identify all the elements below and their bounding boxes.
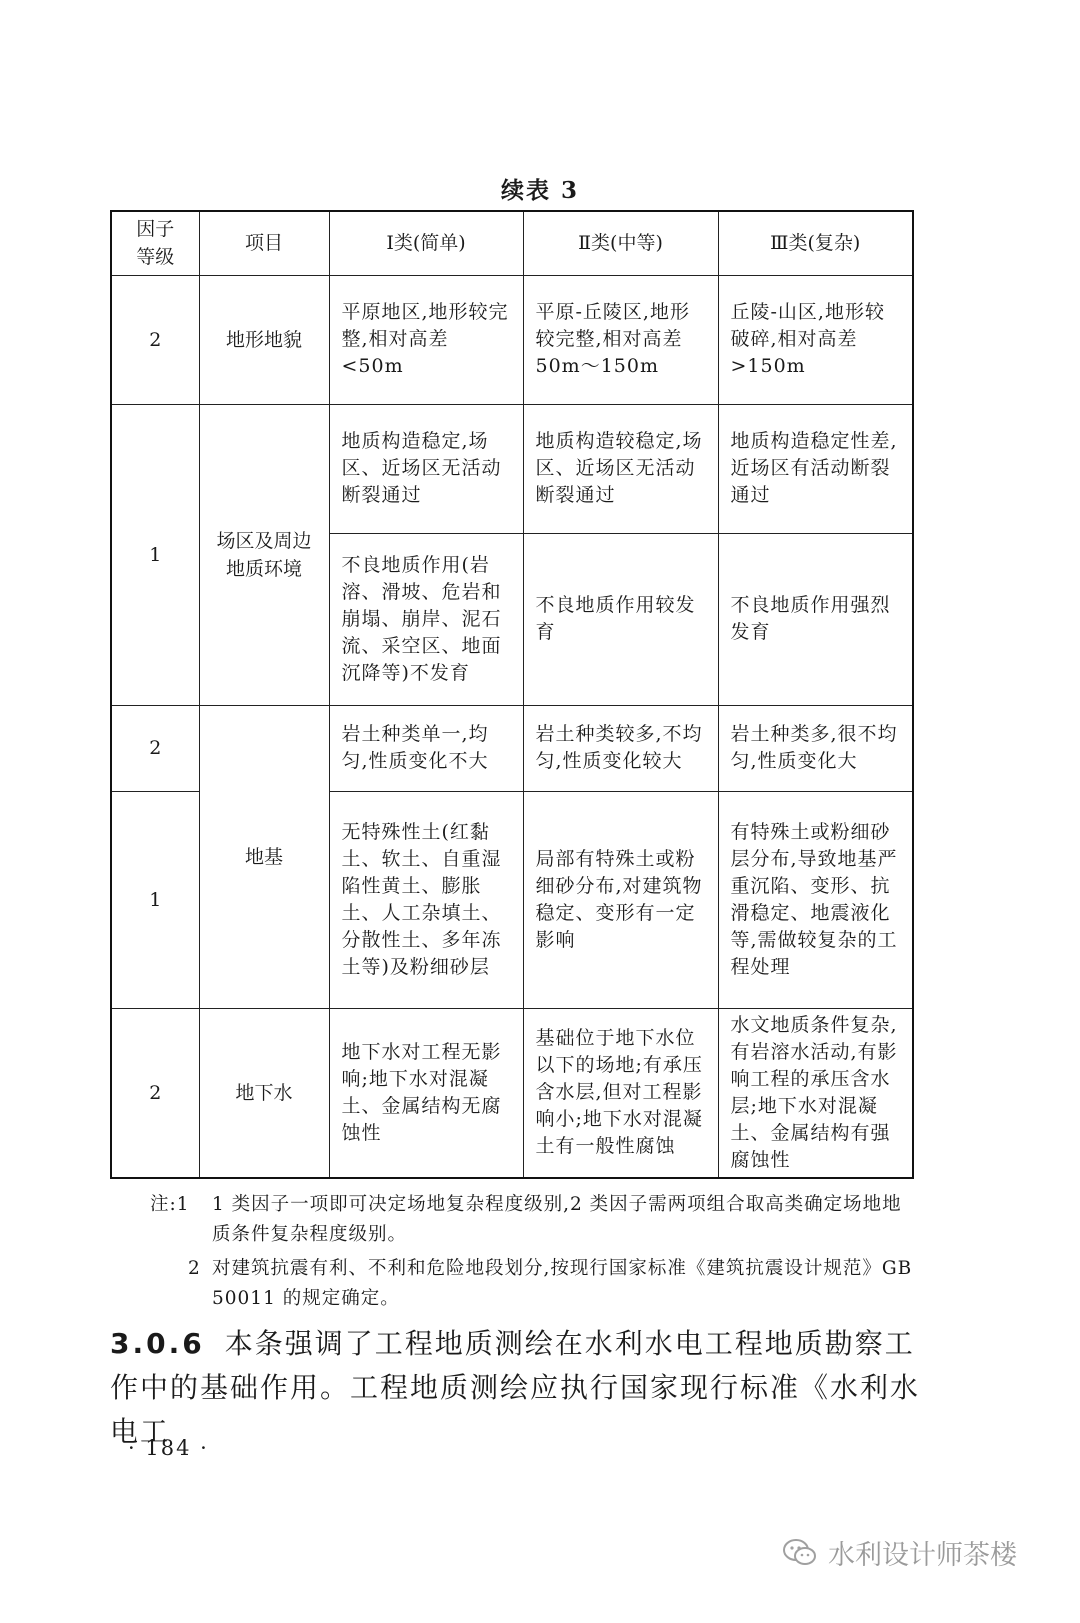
- note-1-label: 注:1: [150, 1194, 190, 1215]
- table-row: [111, 705, 913, 791]
- factor-level-cell: 2: [111, 705, 199, 791]
- item-cell: [199, 404, 329, 705]
- header-class-complex: Ⅲ类(复杂): [718, 211, 913, 275]
- table-row: [111, 1008, 913, 1178]
- class-simple-cell: 地质构造稳定,场区、近场区无活动断裂通过: [329, 404, 523, 533]
- table-notes: [150, 1190, 920, 1318]
- note-2-label: 2: [188, 1258, 201, 1279]
- factor-level-cell: 1: [111, 791, 199, 1008]
- class-complex-cell: 地质构造稳定性差,近场区有活动断裂通过: [718, 404, 913, 533]
- factor-level-cell: 2: [111, 1008, 199, 1178]
- class-medium-cell: 平原-丘陵区,地形较完整,相对高差 50m～150m: [523, 275, 718, 404]
- note-2: [150, 1254, 920, 1314]
- note-1: [150, 1190, 920, 1250]
- class-complex-cell: 丘陵-山区,地形较破碎,相对高差>150m: [718, 275, 913, 404]
- class-medium-cell: 地质构造较稳定,场区、近场区无活动断裂通过: [523, 404, 718, 533]
- item-cell: 地下水: [199, 1008, 329, 1178]
- class-medium-cell: 基础位于地下水位以下的场地;有承压含水层,但对工程影响小;地下水对混凝土有一般性腐蚀: [523, 1008, 718, 1178]
- note-2-text: 对建筑抗震有利、不利和危险地段划分,按现行国家标准《建筑抗震设计规范》GB 50011 的规定确定。: [212, 1258, 913, 1309]
- table-row: [111, 404, 913, 533]
- class-simple-cell: 平原地区,地形较完整,相对高差<50m: [329, 275, 523, 404]
- body-paragraph: [110, 1322, 920, 1454]
- watermark-text: 水利设计师茶楼: [828, 1540, 1017, 1571]
- class-medium-cell: 不良地质作用较发育: [523, 533, 718, 705]
- table-header-row: [111, 211, 913, 275]
- header-factor-line2: 等级: [136, 246, 175, 269]
- class-medium-cell: 岩土种类较多,不均匀,性质变化较大: [523, 705, 718, 791]
- table-row: [111, 275, 913, 404]
- page-number: · 184 ·: [128, 1436, 209, 1460]
- wechat-icon: [782, 1538, 818, 1568]
- factor-level-cell: 2: [111, 275, 199, 404]
- note-1-text: 1 类因子一项即可决定场地复杂程度级别,2 类因子需两项组合取高类确定场地地质条件复杂程度级别。: [212, 1194, 902, 1245]
- class-simple-cell: 无特殊性土(红黏土、软土、自重湿陷性黄土、膨胀土、人工杂填土、分散性土、多年冻土等)及粉细砂层: [329, 791, 523, 1008]
- header-class-medium: Ⅱ类(中等): [523, 211, 718, 275]
- item-line2: 地质环境: [225, 557, 302, 580]
- class-complex-cell: 不良地质作用强烈发育: [718, 533, 913, 705]
- watermark: [782, 1533, 1017, 1572]
- item-cell: 地基: [199, 705, 329, 1008]
- class-simple-cell: 岩土种类单一,均匀,性质变化不大: [329, 705, 523, 791]
- geology-complexity-table: [110, 210, 914, 1179]
- class-complex-cell: 水文地质条件复杂,有岩溶水活动,有影响工程的承压含水层;地下水对混凝土、金属结构有强腐蚀性: [718, 1008, 913, 1178]
- header-item: 项目: [199, 211, 329, 275]
- header-factor-line1: 因子: [136, 218, 175, 241]
- class-simple-cell: 地下水对工程无影响;地下水对混凝土、金属结构无腐蚀性: [329, 1008, 523, 1178]
- class-simple-cell: 不良地质作用(岩溶、滑坡、危岩和崩塌、崩岸、泥石流、采空区、地面沉降等)不发育: [329, 533, 523, 705]
- item-line1: 场区及周边: [216, 529, 312, 552]
- paragraph-text: 本条强调了工程地质测绘在水利水电工程地质勘察工作中的基础作用。工程地质测绘应执行国家现行标准《水利水电工: [110, 1327, 921, 1448]
- factor-level-cell: 1: [111, 404, 199, 705]
- item-cell: 地形地貌: [199, 275, 329, 404]
- table-caption: 续表 3: [500, 177, 579, 204]
- header-factor-level: [111, 211, 199, 275]
- section-number: 3.0.6: [110, 1327, 205, 1360]
- class-complex-cell: 岩土种类多,很不均匀,性质变化大: [718, 705, 913, 791]
- class-complex-cell: 有特殊土或粉细砂层分布,导致地基严重沉陷、变形、抗滑稳定、地震液化等,需做较复杂的工程处理: [718, 791, 913, 1008]
- class-medium-cell: 局部有特殊土或粉细砂分布,对建筑物稳定、变形有一定影响: [523, 791, 718, 1008]
- header-class-simple: Ⅰ类(简单): [329, 211, 523, 275]
